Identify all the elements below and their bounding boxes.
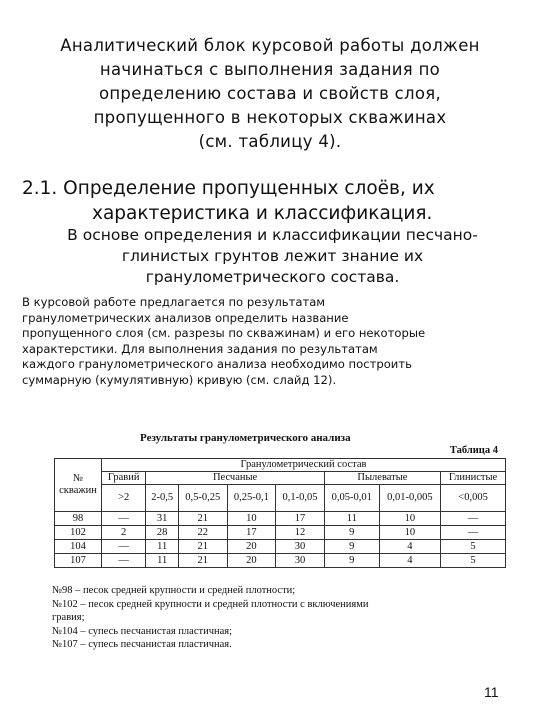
table-cell: 9 [324, 554, 379, 568]
col-header-clay: Глинистые [441, 472, 506, 485]
page-number: 11 [484, 684, 499, 700]
table-cell: 21 [179, 512, 228, 526]
table-title: Результаты гранулометрического анализа [140, 432, 351, 444]
size-header: 0,01-0,005 [379, 485, 440, 512]
col-header-dust: Пылеватые [324, 472, 440, 485]
table-cell: — [441, 512, 506, 526]
table-cell: 10 [379, 526, 440, 540]
section-title-line: характеристика и классификация. [92, 203, 433, 224]
note-line: №102 – песок средней крупности и средней плотности с включениями [52, 598, 369, 610]
table-cell: 2 [102, 526, 146, 540]
size-header: ˃2 [102, 485, 146, 512]
table-cell: 5 [441, 554, 506, 568]
section-title [22, 176, 522, 226]
table-number: Таблица 4 [449, 445, 498, 456]
table-cell: 5 [441, 540, 506, 554]
note-line: №107 – супесь песчанистая пластичная. [52, 639, 232, 650]
body-line: гранулометрических анализов определить название [22, 310, 349, 325]
intro-line: пропущенного в некоторых скважинах [93, 108, 447, 127]
table-cell: 10 [227, 512, 276, 526]
table-cell: 17 [227, 526, 276, 540]
table-cell: 21 [179, 554, 228, 568]
section-title-line: 2.1. Определение пропущенных слоёв, их [22, 178, 435, 199]
body-line: суммарную (кумулятивную) кривую (см. слайд 12). [22, 372, 337, 387]
size-header: 0,25-0,1 [227, 485, 276, 512]
body-line: характерстики. Для выполнения задания по результатам [22, 341, 378, 356]
table-row [55, 526, 506, 540]
table-cell: 22 [179, 526, 228, 540]
col-header-gravel: Гравий [102, 472, 146, 485]
table-cell: 21 [179, 540, 228, 554]
size-header: 0,5-0,25 [179, 485, 228, 512]
body-line: В курсовой работе предлагается по результатам [22, 295, 326, 309]
intro-heading [20, 34, 520, 154]
col-header-group: Гранулометрический состав [102, 459, 506, 472]
intro-line: Аналитический блок курсовой работы должен [60, 36, 480, 55]
note-line: №104 – супесь песчанистая пластичная; [52, 625, 233, 637]
size-header: 0,1-0,05 [276, 485, 325, 512]
note-line: гравия; [52, 612, 85, 623]
table-row [55, 540, 506, 554]
body-paragraph [22, 295, 522, 388]
table-cell: 20 [227, 540, 276, 554]
table-cell: 107 [55, 554, 102, 568]
table-cell: 9 [324, 540, 379, 554]
table-cell: — [102, 540, 146, 554]
note-line: №98 – песок средней крупности и средней плотности; [52, 585, 296, 596]
table-cell: 10 [379, 512, 440, 526]
granulometric-table [54, 458, 506, 568]
table-cell: 104 [55, 540, 102, 554]
col-header-well: № скважин [55, 459, 102, 512]
lead-line: В основе определения и классификации песчано- [67, 226, 478, 244]
col-header-sand: Песчаные [146, 472, 324, 485]
table-cell: — [441, 526, 506, 540]
intro-line: начинаться с выполнения задания по [99, 60, 441, 79]
table-cell: 30 [276, 554, 325, 568]
scanned-table-figure [50, 430, 510, 665]
table-cell: 4 [379, 554, 440, 568]
table-cell: 20 [227, 554, 276, 568]
intro-line: (см. таблицу 4). [198, 132, 342, 151]
table-row [55, 512, 506, 526]
table-cell: 17 [276, 512, 325, 526]
lead-line: гранулометрического состава. [145, 268, 400, 286]
table-cell: 9 [324, 526, 379, 540]
table-cell: 11 [324, 512, 379, 526]
body-line: пропущенного слоя (см. разрезы по скважинам) и его некоторые [22, 326, 426, 340]
size-header: 2-0,5 [146, 485, 179, 512]
table-cell: 11 [146, 540, 179, 554]
size-header: 0,05-0,01 [324, 485, 379, 512]
table-cell: 28 [146, 526, 179, 540]
table-cell: 31 [146, 512, 179, 526]
lead-paragraph [20, 225, 525, 288]
lead-line: глинистых грунтов лежит знание их [121, 247, 424, 265]
table-row [55, 554, 506, 568]
table-cell: 102 [55, 526, 102, 540]
table-cell: — [102, 554, 146, 568]
table-cell: — [102, 512, 146, 526]
intro-line: определению состава и свойств слоя, [98, 84, 442, 103]
table-cell: 11 [146, 554, 179, 568]
table-cell: 30 [276, 540, 325, 554]
table-cell: 4 [379, 540, 440, 554]
size-header: ˂0,005 [441, 485, 506, 512]
body-line: каждого гранулометрического анализа необходимо построить [22, 357, 412, 371]
table-cell: 12 [276, 526, 325, 540]
table-cell: 98 [55, 512, 102, 526]
table-notes [52, 584, 510, 652]
